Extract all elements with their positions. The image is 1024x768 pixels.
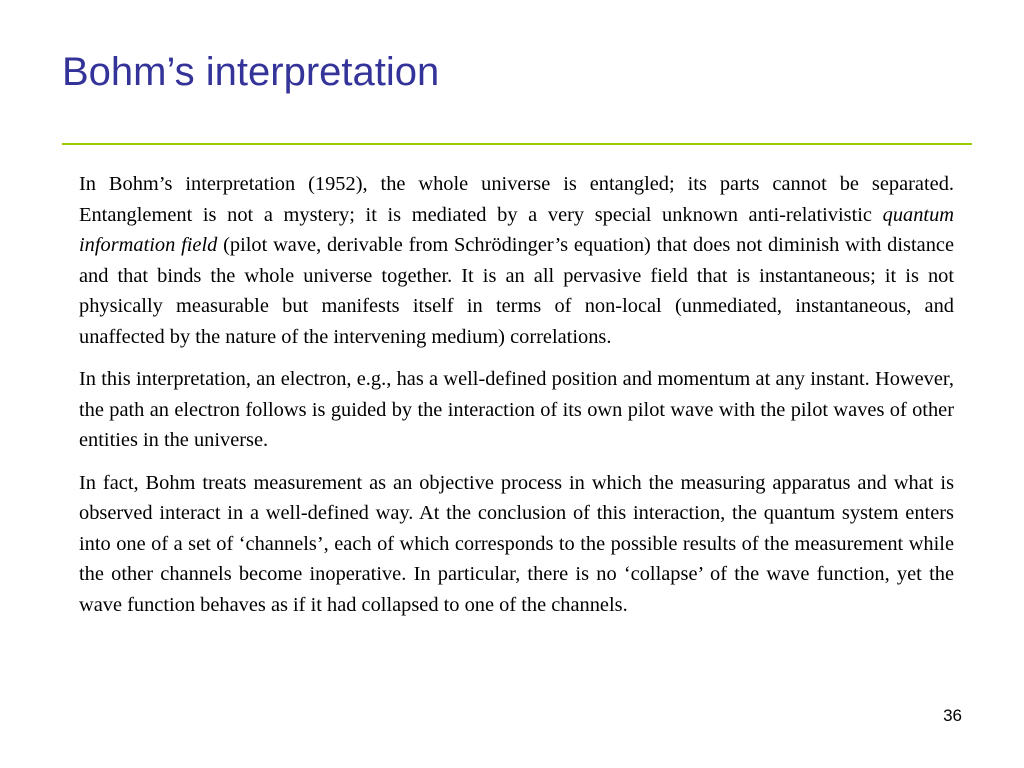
paragraph-1	[79, 169, 954, 352]
paragraph-1-text-before: In Bohm’s interpretation (1952), the whole universe is entangled; its parts cannot be separated. Entanglement is not a mystery; it is mediated by a very special unknown anti-relativistic	[79, 173, 954, 226]
paragraph-1-emphasis: quantum information field	[79, 203, 954, 256]
slide-body	[79, 169, 954, 632]
slide-title: Bohm’s interpretation	[62, 50, 440, 94]
paragraph-3: In fact, Bohm treats measurement as an objective process in which the measuring apparatus and what is observed interact in a well-defined way. At the conclusion of this interaction, the quantum system enters into one of a set of ‘channels’, each of which corresponds to the possible results of the measurement while the other channels become inoperative. In particular, there is no ‘collapse’ of the wave function, yet the wave function behaves as if it had collapsed to one of the channels.	[79, 471, 954, 616]
paragraph-2: In this interpretation, an electron, e.g., has a well-defined position and momentum at any instant. However, the path an electron follows is guided by the interaction of its own pilot wave with the pilot waves of other entities in the universe.	[79, 368, 954, 451]
page-number: 36	[943, 706, 962, 725]
title-divider	[62, 143, 972, 145]
paragraph-1-text-after: (pilot wave, derivable from Schrödinger’s equation) that does not diminish with distance and that binds the whole universe together. It is an all pervasive field that is instantaneous; it is not physically measurable but manifests itself in terms of non-local (unmediated, instantaneous, and unaffected by the nature of the intervening medium) correlations.	[79, 234, 954, 348]
